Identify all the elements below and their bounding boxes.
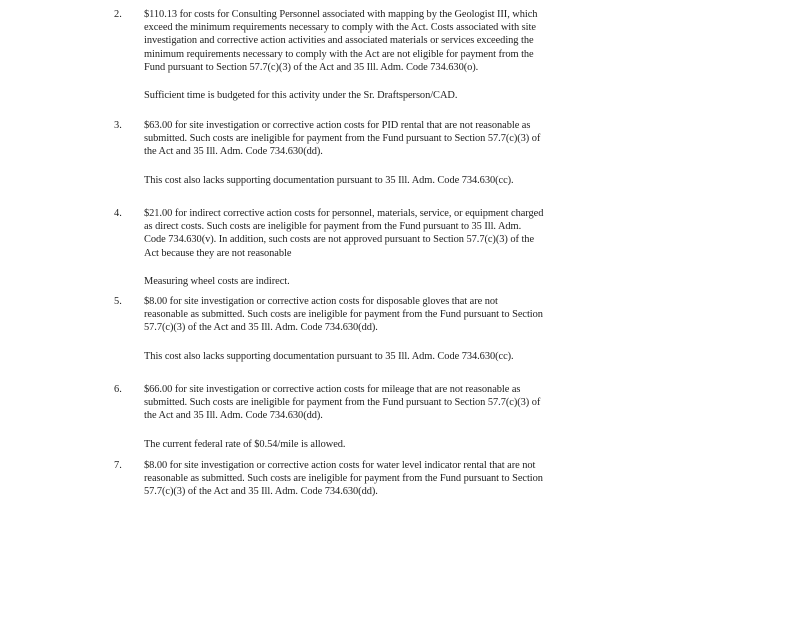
- item-number: 6.: [114, 384, 122, 395]
- item-number: 5.: [114, 296, 122, 307]
- item-body: [144, 207, 544, 288]
- item-body: [144, 383, 544, 451]
- item-number: 7.: [114, 460, 122, 471]
- item-text: $8.00 for site investigation or corrective action costs for water level indicator rental that are not reasonable as submitted. Such costs are ineligible for payment from the Fund pursuant to Section 57.7(c)(3) of the Act and 35 Ill. Adm. Code 734.630(dd).: [144, 460, 543, 498]
- item-text: $110.13 for costs for Consulting Personnel associated with mapping by the Geologist III, which exceed the minimum requirements necessary to comply with the Act. Costs associated with site investigation and corrective action activities and associated materials or services exceeding the minimum requirements necessary to comply with the Act are not eligible for payment from the Fund pursuant to Section 57.7(c)(3) of the Act and 35 Ill. Adm. Code 734.630(o).: [144, 9, 538, 73]
- item-note: Sufficient time is budgeted for this activity under the Sr. Draftsperson/CAD.: [144, 90, 458, 102]
- item-body: [144, 8, 544, 102]
- item-note: This cost also lacks supporting documentation pursuant to 35 Ill. Adm. Code 734.630(cc).: [144, 174, 514, 186]
- item-number: 3.: [114, 120, 122, 131]
- item-text: $66.00 for site investigation or corrective action costs for mileage that are not reasonable as submitted. Such costs are ineligible for payment from the Fund pursuant to Section 57.7(c)(3) of the Act and 35 Ill. Adm. Code 734.630(dd).: [144, 384, 541, 422]
- item-number: 2.: [114, 9, 122, 20]
- item-body: [144, 119, 544, 187]
- item-note: Measuring wheel costs are indirect.: [144, 275, 290, 287]
- item-number: 4.: [114, 208, 122, 219]
- item-note: The current federal rate of $0.54/mile is allowed.: [144, 438, 346, 450]
- item-note: This cost also lacks supporting documentation pursuant to 35 Ill. Adm. Code 734.630(cc).: [144, 350, 514, 362]
- item-text: $63.00 for site investigation or corrective action costs for PID rental that are not reasonable as submitted. Such costs are ineligible for payment from the Fund pursuant to Section 57.7(c)(3) of the Act and 35 Ill. Adm. Code 734.630(dd).: [144, 120, 541, 158]
- item-body: [144, 295, 544, 363]
- item-body: [144, 459, 544, 499]
- item-text: $21.00 for indirect corrective action costs for personnel, materials, service, or equipment charged as direct costs. Such costs are ineligible for payment from the Fund pursuant to 35 Ill. Adm. Code 734.630(v). In addition, such costs are not approved pursuant to Section 57.7(c)(3) of the Act because they are not reasonable: [144, 208, 544, 259]
- item-text: $8.00 for site investigation or corrective action costs for disposable gloves that are not reasonable as submitted. Such costs are ineligible for payment from the Fund pursuant to Section 57.7(c)(3) of the Act and 35 Ill. Adm. Code 734.630(dd).: [144, 296, 543, 334]
